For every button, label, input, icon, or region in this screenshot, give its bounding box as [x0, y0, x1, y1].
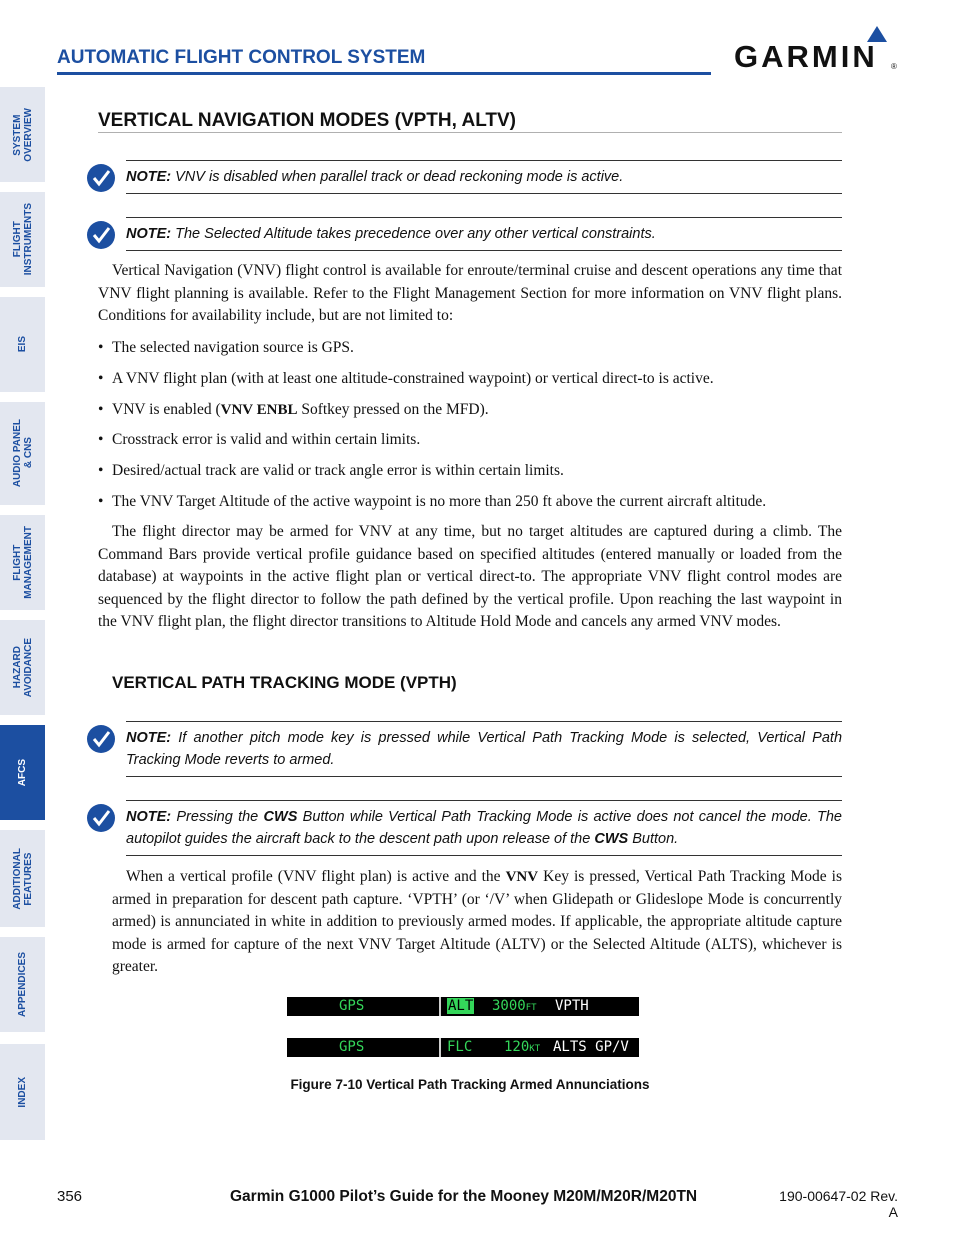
- note-2: [126, 217, 842, 251]
- annunciation-bar: [287, 1038, 639, 1057]
- note-1: [126, 160, 842, 194]
- paragraph-vpth-armed: [112, 866, 842, 979]
- note-4-text: Button while Vertical Path Tracking Mode is active does not cancel the mode. The autopilot guides the aircraft back to the descent path upon release of the: [126, 809, 842, 847]
- tab-afcs[interactable]: [0, 725, 45, 820]
- list-item: • Desired/actual track are valid or track angle error is within certain limits.: [98, 462, 564, 479]
- page-title: VERTICAL NAVIGATION MODES (VPTH, ALTV): [98, 110, 842, 133]
- tab-label: HAZARD AVOIDANCE: [11, 637, 34, 698]
- tab-label: SYSTEM OVERVIEW: [11, 107, 34, 162]
- tab-label: FLIGHT MANAGEMENT: [11, 526, 34, 599]
- annunciation-bar: [287, 997, 639, 1016]
- registered-mark: ®: [891, 62, 897, 71]
- divider: [439, 997, 441, 1016]
- tab-label: AUDIO PANEL & CNS: [11, 419, 34, 488]
- garmin-logo: [734, 26, 898, 76]
- vnv-enbl-softkey-label: VNV ENBL: [220, 402, 298, 418]
- bullet-text: VNV is enabled (: [112, 401, 221, 418]
- vertical-mode: ALT: [448, 998, 474, 1014]
- footer: [0, 1188, 954, 1220]
- footer-title: Garmin G1000 Pilot’s Guide for the Mooney M20M/M20R/M20TN: [230, 1188, 698, 1205]
- paragraph-flight-director: The flight director may be armed for VNV at any time, but no target altitudes are captured during a climb. The Command Bars provide vertical profile guidance based on specified altitudes (entered manually or loaded from the database) at waypoints in the active flight plan or vertical direct-to. The appropriate VNV flight control modes are sequenced by the flight director to follow the path defined by the vertical profile. Upon reaching the last waypoint in the VNV flight plan, the flight director transitions to Altitude Hold Mode and cancels any armed VNV modes.: [98, 523, 842, 631]
- bullet-text: The selected navigation source is GPS.: [112, 339, 354, 356]
- bullet-text: Softkey pressed on the MFD).: [297, 401, 489, 418]
- tab-flight-instruments[interactable]: [0, 192, 45, 287]
- note-key: NOTE:: [126, 169, 172, 185]
- tab-flight-management[interactable]: [0, 515, 45, 610]
- note-2-text: The Selected Altitude takes precedence over any other vertical constraints.: [175, 226, 656, 242]
- lateral-mode: GPS: [339, 998, 365, 1014]
- vnv-key-label: VNV: [505, 869, 539, 885]
- armed-mode: ALTS GP/V: [553, 1039, 629, 1055]
- reference-value: 3000FT: [492, 998, 537, 1014]
- cws-button-label: CWS: [263, 809, 298, 825]
- list-item: • The VNV Target Altitude of the active waypoint is no more than 250 ft above the current aircraft altitude.: [98, 493, 767, 510]
- figure-caption: Figure 7-10 Vertical Path Tracking Armed Annunciations: [290, 1077, 650, 1092]
- list-item: • VNV is enabled (VNV ENBL Softkey pressed on the MFD).: [98, 401, 489, 418]
- reference-value: 120KT: [504, 1039, 541, 1055]
- section-subheading: VERTICAL PATH TRACKING MODE (VPTH): [112, 673, 457, 692]
- lateral-mode: GPS: [339, 1039, 365, 1055]
- bullet-text: Desired/actual track are valid or track angle error is within certain limits.: [112, 462, 564, 479]
- tab-additional-features[interactable]: [0, 830, 45, 927]
- tab-audio-panel-cns[interactable]: [0, 402, 45, 505]
- tab-label: AFCS: [17, 758, 28, 787]
- list-item: • A VNV flight plan (with at least one altitude-constrained waypoint) or vertical direct-to is active.: [98, 370, 714, 387]
- garmin-logo-text: GARMIN: [734, 39, 878, 74]
- list-item: • The selected navigation source is GPS.: [98, 339, 354, 356]
- para-text: Key is pressed, Vertical Path Tracking Mode is armed in preparation for descent path capture. ‘VPTH’ (or ‘/V’ when Glidepath or Glideslope Mode is concurrently armed) is annunciated in white in addition to previously armed modes. If applicable, the appropriate altitude capture mode is armed for capture of the next VNV Target Altitude (ALTV) or the Selected Altitude (ALTS), whichever is greater.: [112, 868, 842, 976]
- note-key: NOTE:: [126, 809, 172, 825]
- cws-button-label: CWS: [594, 831, 629, 847]
- note-3: [126, 721, 842, 777]
- document-number: 190-00647-02 Rev. A: [779, 1188, 898, 1220]
- bullet-text: A VNV flight plan (with at least one altitude-constrained waypoint) or vertical direct-to is active.: [112, 370, 714, 387]
- tab-hazard-avoidance[interactable]: [0, 620, 45, 715]
- tab-label: INDEX: [17, 1076, 28, 1108]
- paragraph-vnv-intro: Vertical Navigation (VNV) flight control is available for enroute/terminal cruise and descent operations any time that VNV flight planning is available. Refer to the Flight Management Section for more information on VNV flight plans. Conditions for availability include, but are not limited to:: [98, 262, 842, 325]
- tab-label: ADDITIONAL FEATURES: [11, 847, 34, 910]
- armed-mode: VPTH: [555, 998, 589, 1014]
- divider: [439, 1038, 441, 1057]
- note-4-text: Button.: [628, 831, 679, 847]
- note-check-icon: [86, 220, 116, 250]
- note-4: [126, 800, 842, 856]
- note-1-text: VNV is disabled when parallel track or dead reckoning mode is active.: [175, 169, 624, 185]
- tab-label: APPENDICES: [17, 951, 28, 1017]
- note-3-text: If another pitch mode key is pressed while Vertical Path Tracking Mode is selected, Vertical Path Tracking Mode reverts to armed.: [126, 730, 843, 768]
- tab-appendices[interactable]: [0, 937, 45, 1032]
- list-item: • Crosstrack error is valid and within certain limits.: [98, 431, 421, 448]
- tab-label: EIS: [17, 336, 28, 353]
- section-header: [57, 46, 711, 75]
- tab-label: FLIGHT INSTRUMENTS: [11, 203, 34, 276]
- vertical-mode: FLC: [447, 1039, 473, 1055]
- page-number: 356: [57, 1188, 83, 1205]
- bullet-text: Crosstrack error is valid and within certain limits.: [112, 431, 421, 448]
- tab-index[interactable]: [0, 1044, 45, 1140]
- note-4-text: Pressing the: [176, 809, 264, 825]
- note-check-icon: [86, 724, 116, 754]
- para-text: When a vertical profile (VNV flight plan) is active and the: [126, 868, 506, 885]
- note-check-icon: [86, 803, 116, 833]
- note-key: NOTE:: [126, 226, 172, 242]
- note-key: NOTE:: [126, 730, 172, 746]
- tab-eis[interactable]: [0, 297, 45, 392]
- section-title: AUTOMATIC FLIGHT CONTROL SYSTEM: [57, 47, 426, 68]
- bullet-text: The VNV Target Altitude of the active waypoint is no more than 250 ft above the current aircraft altitude.: [112, 493, 767, 510]
- tab-system-overview[interactable]: [0, 87, 45, 182]
- note-check-icon: [86, 163, 116, 193]
